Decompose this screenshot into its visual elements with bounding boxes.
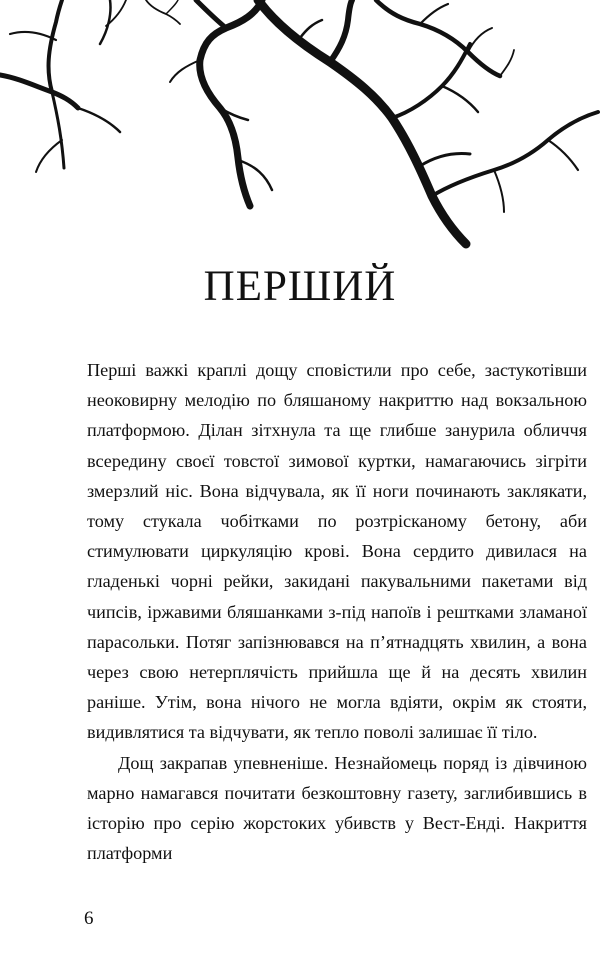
body-text <box>87 355 587 868</box>
page-number: 6 <box>84 908 94 929</box>
paragraph: Перші важкі краплі дощу сповістили про себе, застукотівши неоковирну мелодію по бляшаному накриттю над вокзальною платформою. Ділан зітхнула та ще глибше занурила обличчя всередину своєї товстої зимової куртки, намагаючись зігріти змерзлий ніс. Вона відчувала, як її ноги починають заклякати, тому стукала чобітками по розтрісканому бетону, аби стимулювати циркуляцію крові. Вона сердито дивилася на гладенькі чорні рейки, закидані пакувальними пакетами від чипсів, іржавими бляшанками з-під напоїв і рештками зламаної парасольки. Потяг запізнювався на п’ятнадцять хвилин, а вона через свою нетерплячість прийшла ще й на десять хвилин раніше. Утім, вона нічого не могла вдіяти, окрім як стояти, видивлятися та відчувати, як тепло поволі залишає її тіло. <box>87 360 587 743</box>
tree-branches-illustration <box>0 0 600 250</box>
paragraph: Дощ закрапав упевненіше. Незнайомець поряд із дівчиною марно намагався почитати безкоштовну газету, заглибившись в історію про серію жорстоких убивств у Вест-Енді. Накриття платформи <box>87 752 587 864</box>
chapter-title: ПЕРШИЙ <box>203 263 397 310</box>
